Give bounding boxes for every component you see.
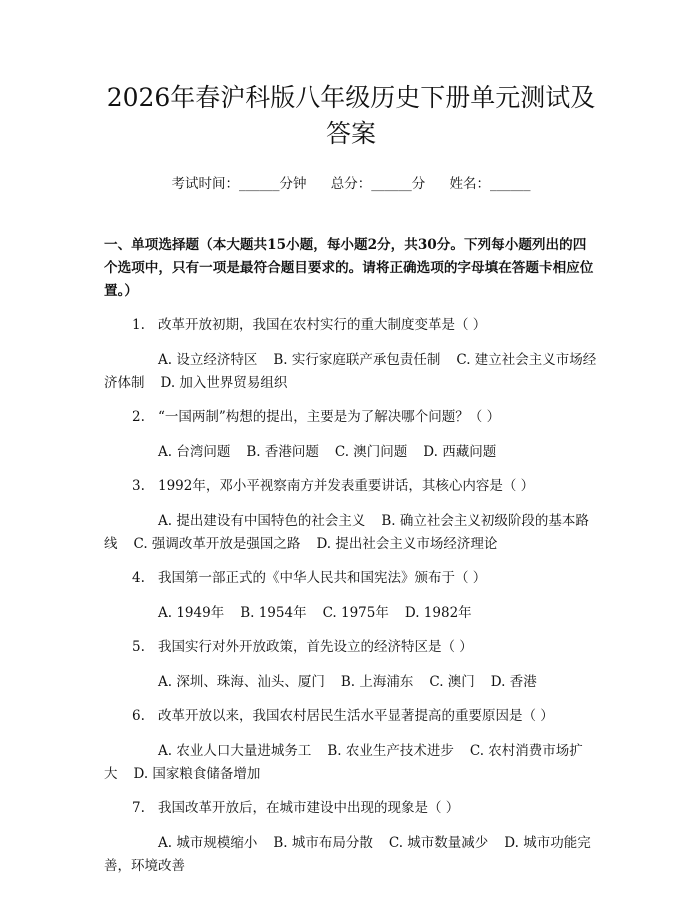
option-c: C. 强调改革开放是强国之路 — [133, 536, 301, 552]
option-a: A. 1949年 — [158, 605, 225, 621]
option-b: B. 城市布局分散 — [273, 835, 373, 851]
question-1 — [104, 314, 598, 395]
question-5 — [104, 636, 598, 694]
question-stem: “一国两制”构想的提出，主要是为了解决哪个问题？（ ） — [158, 409, 501, 425]
question-number: 7. — [132, 800, 145, 816]
option-b: B. 1954年 — [240, 605, 307, 621]
question-options — [104, 832, 598, 878]
section-heading: 一、单项选择题（本大题共15小题，每小题2分，共30分。下列每小题列出的四个选项中，只有一项是最符合题目要求的。请将正确选项的字母填在答题卡相应位置。） — [104, 237, 594, 299]
question-stem: 我国第一部正式的《中华人民共和国宪法》颁布于（ ） — [158, 570, 487, 586]
student-name-field: 姓名：______ — [449, 176, 531, 192]
option-b: B. 香港问题 — [246, 444, 319, 460]
option-a: A. 提出建设有中国特色的社会主义 — [158, 513, 366, 529]
question-options — [104, 441, 598, 464]
option-a: A. 农业人口大量进城务工 — [158, 743, 312, 759]
option-c: C. 建立社会主义市场经济体制 — [104, 352, 597, 391]
question-stem: 改革开放初期，我国在农村实行的重大制度变革是（ ） — [158, 317, 487, 333]
option-c: C. 城市数量减少 — [388, 835, 489, 851]
option-d: D. 西藏问题 — [423, 444, 497, 460]
question-number: 5. — [132, 639, 145, 655]
option-d: D. 提出社会主义市场经济理论 — [316, 536, 498, 552]
question-stem: 我国改革开放后，在城市建设中出现的现象是（ ） — [158, 800, 460, 816]
option-b: B. 农业生产技术进步 — [327, 743, 454, 759]
total-score-field: 总分：______分 — [330, 176, 426, 192]
question-options — [104, 349, 598, 395]
question-2 — [104, 406, 598, 464]
question-number: 2. — [132, 409, 145, 425]
question-4 — [104, 567, 598, 625]
option-b: B. 上海浦东 — [340, 674, 414, 690]
question-options — [104, 602, 598, 625]
option-c: C. 澳门问题 — [334, 444, 408, 460]
option-d: D. 1982年 — [404, 605, 472, 621]
question-number: 6. — [132, 708, 145, 724]
option-b: B. 实行家庭联产承包责任制 — [273, 352, 441, 368]
question-options — [104, 510, 598, 556]
option-d: D. 国家粮食储备增加 — [133, 766, 261, 782]
question-number: 3. — [132, 478, 145, 494]
option-b: B. 确立社会主义初级阶段的基本路线 — [104, 513, 589, 552]
question-options — [104, 671, 598, 694]
exam-meta — [104, 174, 598, 194]
question-number: 1. — [132, 317, 145, 333]
option-c: C. 澳门 — [429, 674, 475, 690]
option-d: D. 香港 — [490, 674, 537, 690]
option-d: D. 城市功能完善，环境改善 — [104, 835, 591, 874]
question-number: 4. — [132, 570, 145, 586]
option-a: A. 城市规模缩小 — [158, 835, 258, 851]
option-d: D. 加入世界贸易组织 — [160, 375, 288, 391]
question-6 — [104, 705, 598, 786]
document-title: 2026年春沪科版八年级历史下册单元测试及答案 — [106, 83, 596, 148]
option-a: A. 设立经济特区 — [158, 352, 258, 368]
question-options — [104, 740, 598, 786]
exam-time-field: 考试时间：______分钟 — [171, 176, 307, 192]
question-stem: 1992年，邓小平视察南方并发表重要讲话，其核心内容是（ ） — [158, 478, 535, 494]
option-c: C. 农村消费市场扩大 — [104, 743, 583, 782]
option-a: A. 台湾问题 — [158, 444, 231, 460]
question-7 — [104, 797, 598, 878]
option-a: A. 深圳、珠海、汕头、厦门 — [158, 674, 325, 690]
question-3 — [104, 475, 598, 556]
question-stem: 改革开放以来，我国农村居民生活水平显著提高的重要原因是（ ） — [158, 708, 554, 724]
question-list — [104, 314, 598, 878]
option-c: C. 1975年 — [322, 605, 389, 621]
question-stem: 我国实行对外开放政策，首先设立的经济特区是（ ） — [158, 639, 473, 655]
